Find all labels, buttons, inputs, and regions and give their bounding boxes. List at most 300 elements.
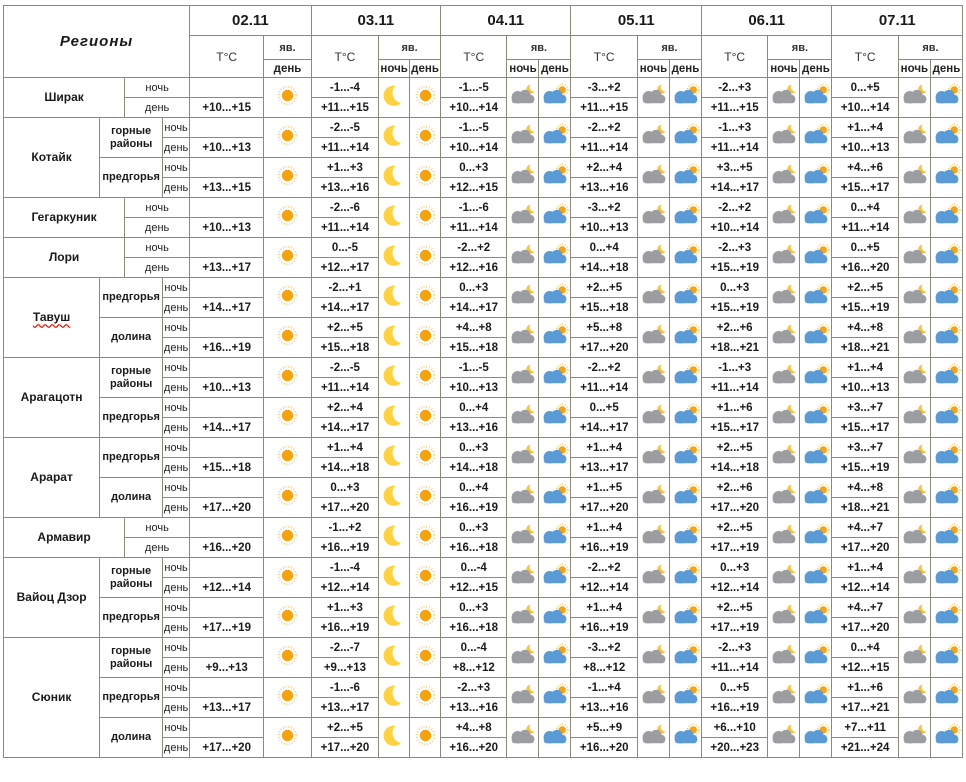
day-temp-cell: +16...+19 [441,498,507,518]
night-temp-cell: +3...+5 [701,158,767,178]
day-temp-cell: +13...+16 [441,418,507,438]
region-name-text: Гегаркуник [31,210,97,225]
cloud-moon-icon [768,643,799,668]
cloud-sun-icon [931,363,962,388]
sun-icon [275,203,300,228]
cloud-moon-icon [899,403,930,428]
phen-subcolumn-header: день [930,60,962,78]
daypart-label-night: ночь [125,198,190,218]
cloud-sun-icon [670,203,701,228]
phenomenon-cell [264,318,311,358]
night-temp-cell: +7...+11 [832,718,898,738]
cloud-sun-icon [800,443,831,468]
night-temp-cell [190,238,264,258]
night-temp-cell: -2...+2 [701,198,767,218]
phen-subcolumn-header: ночь [507,60,539,78]
phenomenon-cell [898,358,930,398]
night-temp-cell: +6...+10 [701,718,767,738]
sun-icon [413,683,438,708]
day-temp-cell: +16...+20 [832,258,898,278]
night-temp-cell: +2...+4 [571,158,637,178]
night-temp-cell: +5...+8 [571,318,637,338]
day-temp-cell: +14...+17 [190,298,264,318]
cloud-sun-icon [670,403,701,428]
phenomenon-cell [669,78,701,118]
daypart-label-night: ночь [163,398,190,418]
day-temp-cell: +12...+14 [832,578,898,598]
phenomenon-cell [637,678,669,718]
moon-icon [382,363,407,388]
night-temp-cell [190,438,264,458]
phenomenon-cell [637,198,669,238]
night-temp-cell: 0...+3 [441,278,507,298]
cloud-moon-icon [899,163,930,188]
daypart-label-night: ночь [163,478,190,498]
region-name-text: Ширак [44,90,84,105]
night-temp-cell: -2...+3 [701,238,767,258]
cloud-moon-icon [638,363,669,388]
day-temp-cell: +21...+24 [832,738,898,758]
phenomenon-cell [898,678,930,718]
phenomenon-cell [379,358,410,398]
day-temp-cell: +11...+15 [311,98,378,118]
night-temp-cell: -2...+3 [441,678,507,698]
night-temp-cell: +4...+8 [832,478,898,498]
date-header: 04.11 [441,6,571,36]
phenomenon-cell [507,638,539,678]
day-temp-cell: +8...+12 [441,658,507,678]
phenomenon-cell [264,718,311,758]
cloud-sun-icon [931,83,962,108]
region-label [4,638,100,758]
moon-icon [382,83,407,108]
cloud-moon-icon [899,683,930,708]
cloud-sun-icon [931,723,962,748]
day-temp-cell: +15...+18 [190,458,264,478]
phenomenon-cell [768,438,800,478]
cloud-sun-icon [670,643,701,668]
daypart-label-day: день [163,738,190,758]
night-temp-cell: -2...+2 [441,238,507,258]
daypart-label-day: день [163,698,190,718]
phenomenon-cell [637,718,669,758]
daypart-label-night: ночь [125,238,190,258]
night-temp-cell: +1...+4 [311,438,378,458]
cloud-moon-icon [638,563,669,588]
phenomenon-cell [930,398,962,438]
phenomenon-cell [637,78,669,118]
phenomenon-cell [768,678,800,718]
table-row [4,118,963,138]
cloud-moon-icon [768,523,799,548]
cloud-sun-icon [670,83,701,108]
night-temp-cell: +4...+7 [832,518,898,538]
phenomenon-cell [410,198,441,238]
cloud-moon-icon [899,203,930,228]
table-row [4,358,963,378]
phenomenon-cell [669,478,701,518]
cloud-moon-icon [899,243,930,268]
phenomenon-cell [410,358,441,398]
phenomenon-cell [930,78,962,118]
night-temp-cell [190,278,264,298]
subregion-label: горные районы [100,558,163,598]
daypart-label-day: день [125,98,190,118]
cloud-moon-icon [899,563,930,588]
cloud-sun-icon [931,403,962,428]
phenomenon-cell [507,198,539,238]
daypart-label-night: ночь [163,718,190,738]
day-temp-cell: +16...+19 [190,338,264,358]
phen-subcolumn-header: ночь [637,60,669,78]
phenomenon-cell [379,438,410,478]
phenomenon-cell [768,398,800,438]
moon-icon [382,443,407,468]
subregion-label: горные районы [100,638,163,678]
cloud-sun-icon [800,723,831,748]
night-temp-cell [190,518,264,538]
daypart-label-day: день [163,578,190,598]
day-temp-cell: +17...+19 [701,538,767,558]
phenomenon-cell [507,598,539,638]
phenomenon-cell [379,118,410,158]
phenomenon-cell [507,78,539,118]
phenomenon-cell [800,118,832,158]
region-label [4,558,100,638]
cloud-sun-icon [670,243,701,268]
cloud-sun-icon [670,323,701,348]
cloud-moon-icon [507,163,538,188]
night-temp-cell: 0...-5 [311,238,378,258]
cloud-moon-icon [899,723,930,748]
phenomenon-cell [768,238,800,278]
phenomenon-cell [669,718,701,758]
cloud-sun-icon [670,683,701,708]
night-temp-cell: +3...+7 [832,438,898,458]
day-temp-cell: +17...+20 [190,498,264,518]
day-temp-cell: +13...+17 [190,698,264,718]
phenomenon-cell [669,238,701,278]
day-temp-cell: +17...+20 [571,498,637,518]
night-temp-cell [190,78,264,98]
cloud-moon-icon [768,363,799,388]
cloud-sun-icon [539,683,570,708]
phenomenon-cell [800,438,832,478]
phenomenon-cell [264,598,311,638]
daypart-label-day: день [163,418,190,438]
cloud-moon-icon [638,603,669,628]
cloud-sun-icon [539,483,570,508]
daypart-label-day: день [163,498,190,518]
phenomenon-cell [898,638,930,678]
phenomenon-cell [930,358,962,398]
table-row [4,678,963,698]
day-temp-cell: +12...+16 [441,258,507,278]
cloud-moon-icon [638,523,669,548]
phenomenon-cell [264,638,311,678]
daypart-label-night: ночь [163,598,190,618]
phenomenon-cell [669,678,701,718]
night-temp-cell: 0...+5 [832,238,898,258]
cloud-sun-icon [539,243,570,268]
moon-icon [382,683,407,708]
day-temp-cell: +20...+23 [701,738,767,758]
phenomenon-cell [507,318,539,358]
phenomenon-cell [539,198,571,238]
cloud-sun-icon [539,83,570,108]
day-temp-cell: +16...+18 [441,538,507,558]
moon-icon [382,123,407,148]
temp-column-header: Т°С [701,36,767,78]
sun-icon [275,643,300,668]
day-temp-cell: +15...+18 [441,338,507,358]
phenomenon-cell [507,678,539,718]
daypart-label-day: день [125,538,190,558]
phenomenon-cell [410,518,441,558]
phenomenon-cell [800,478,832,518]
night-temp-cell: 0...+4 [571,238,637,258]
phenomenon-cell [768,118,800,158]
phenomenon-cell [930,558,962,598]
phenomenon-cell [507,278,539,318]
night-temp-cell: +2...+5 [701,438,767,458]
phenomenon-cell [800,518,832,558]
day-temp-cell: +11...+14 [311,138,378,158]
phenomenon-cell [930,518,962,558]
cloud-sun-icon [670,603,701,628]
phenomena-header: яв. [507,36,571,60]
phenomenon-cell [379,678,410,718]
day-temp-cell: +13...+16 [571,178,637,198]
phenomena-header: яв. [379,36,441,60]
daypart-label-night: ночь [163,358,190,378]
night-temp-cell: -2...+1 [311,278,378,298]
cloud-sun-icon [800,283,831,308]
night-temp-cell: +1...+6 [832,678,898,698]
phenomenon-cell [898,158,930,198]
day-temp-cell: +17...+20 [832,538,898,558]
phenomenon-cell [768,158,800,198]
cloud-sun-icon [539,283,570,308]
phenomenon-cell [800,238,832,278]
temp-column-header: Т°С [311,36,378,78]
daypart-label-day: день [125,218,190,238]
night-temp-cell: +2...+5 [571,278,637,298]
night-temp-cell: 0...+5 [571,398,637,418]
phenomenon-cell [539,478,571,518]
day-temp-cell: +10...+14 [832,98,898,118]
sun-icon [275,523,300,548]
sun-icon [413,483,438,508]
day-temp-cell: +10...+14 [701,218,767,238]
day-temp-cell: +18...+21 [832,338,898,358]
sun-icon [413,603,438,628]
phenomenon-cell [669,638,701,678]
cloud-sun-icon [931,243,962,268]
day-temp-cell: +14...+17 [311,418,378,438]
cloud-sun-icon [539,643,570,668]
regions-title: Регионы [4,6,190,78]
cloud-moon-icon [507,283,538,308]
day-temp-cell: +12...+14 [571,578,637,598]
night-temp-cell: +1...+4 [571,598,637,618]
sun-icon [413,523,438,548]
daypart-label-night: ночь [163,638,190,658]
cloud-moon-icon [638,403,669,428]
phenomenon-cell [898,118,930,158]
daypart-label-day: день [163,618,190,638]
phenomenon-cell [379,598,410,638]
table-row [4,478,963,498]
date-header: 02.11 [190,6,312,36]
phenomenon-cell [410,318,441,358]
phenomenon-cell [930,278,962,318]
night-temp-cell: +2...+5 [832,278,898,298]
cloud-moon-icon [507,403,538,428]
subregion-label: долина [100,318,163,358]
table-row [4,558,963,578]
night-temp-cell [190,198,264,218]
cloud-moon-icon [768,163,799,188]
night-temp-cell: +1...+3 [311,158,378,178]
phenomenon-cell [410,118,441,158]
day-temp-cell: +13...+16 [311,178,378,198]
day-temp-cell: +13...+17 [311,698,378,718]
phenomenon-cell [768,558,800,598]
phenomenon-cell [930,118,962,158]
day-temp-cell: +12...+15 [441,578,507,598]
phenomenon-cell [930,198,962,238]
night-temp-cell: -1...-6 [311,678,378,698]
night-temp-cell [190,118,264,138]
phenomenon-cell [930,598,962,638]
day-temp-cell: +11...+14 [571,378,637,398]
day-temp-cell: +12...+15 [441,178,507,198]
phenomenon-cell [768,598,800,638]
sun-icon [275,683,300,708]
cloud-sun-icon [931,523,962,548]
region-label [4,518,125,558]
cloud-sun-icon [539,723,570,748]
day-temp-cell: +16...+19 [571,618,637,638]
cloud-moon-icon [507,83,538,108]
day-temp-cell: +14...+18 [571,258,637,278]
cloud-moon-icon [507,723,538,748]
phenomenon-cell [669,598,701,638]
subregion-label: долина [100,718,163,758]
cloud-sun-icon [800,203,831,228]
night-temp-cell: -1...-5 [441,78,507,98]
phenomenon-cell [379,318,410,358]
daypart-label-day: день [163,378,190,398]
phenomenon-cell [800,78,832,118]
cloud-sun-icon [800,523,831,548]
cloud-sun-icon [800,163,831,188]
cloud-moon-icon [507,443,538,468]
night-temp-cell: -1...+4 [571,678,637,698]
phenomenon-cell [539,718,571,758]
phenomenon-cell [669,318,701,358]
phenomenon-cell [379,158,410,198]
cloud-sun-icon [800,643,831,668]
night-temp-cell [190,638,264,658]
night-temp-cell [190,318,264,338]
moon-icon [382,163,407,188]
daypart-label-day: день [163,298,190,318]
phenomenon-cell [930,478,962,518]
cloud-sun-icon [670,443,701,468]
temp-column-header: Т°С [441,36,507,78]
phenomenon-cell [800,398,832,438]
night-temp-cell: +1...+4 [832,558,898,578]
phenomenon-cell [264,278,311,318]
day-temp-cell: +16...+19 [571,538,637,558]
night-temp-cell: -1...-6 [441,198,507,218]
cloud-moon-icon [507,643,538,668]
daypart-label-night: ночь [163,318,190,338]
cloud-moon-icon [507,123,538,148]
cloud-sun-icon [800,483,831,508]
phenomenon-cell [637,278,669,318]
night-temp-cell: 0...+5 [701,678,767,698]
moon-icon [382,563,407,588]
phenomenon-cell [507,438,539,478]
day-temp-cell: +13...+17 [571,458,637,478]
cloud-moon-icon [768,323,799,348]
cloud-sun-icon [670,163,701,188]
phenomenon-cell [930,158,962,198]
cloud-sun-icon [670,523,701,548]
phen-subcolumn-header: день [539,60,571,78]
sun-icon [413,643,438,668]
cloud-moon-icon [507,603,538,628]
night-temp-cell: 0...-4 [441,638,507,658]
phenomenon-cell [539,678,571,718]
temp-column-header: Т°С [571,36,637,78]
region-name-text: Арагацотн [20,390,83,405]
region-label [4,438,100,518]
day-temp-cell: +10...+14 [441,98,507,118]
day-temp-cell: +16...+20 [571,738,637,758]
cloud-moon-icon [638,123,669,148]
table-row [4,598,963,618]
phenomenon-cell [800,638,832,678]
cloud-moon-icon [768,83,799,108]
phenomenon-cell [768,718,800,758]
day-temp-cell: +18...+21 [701,338,767,358]
cloud-moon-icon [507,523,538,548]
cloud-sun-icon [539,403,570,428]
table-row [4,518,963,538]
night-temp-cell: 0...+3 [701,558,767,578]
phenomenon-cell [410,478,441,518]
table-row [4,278,963,298]
daypart-label-day: день [163,138,190,158]
cloud-moon-icon [768,443,799,468]
phenomenon-cell [930,678,962,718]
moon-icon [382,483,407,508]
cloud-sun-icon [800,83,831,108]
cloud-sun-icon [670,363,701,388]
subregion-label: предгорья [100,278,163,318]
day-temp-cell: +12...+15 [832,658,898,678]
day-temp-cell: +16...+19 [311,538,378,558]
night-temp-cell: 0...+3 [311,478,378,498]
phenomenon-cell [898,518,930,558]
table-row [4,158,963,178]
cloud-sun-icon [800,363,831,388]
moon-icon [382,723,407,748]
